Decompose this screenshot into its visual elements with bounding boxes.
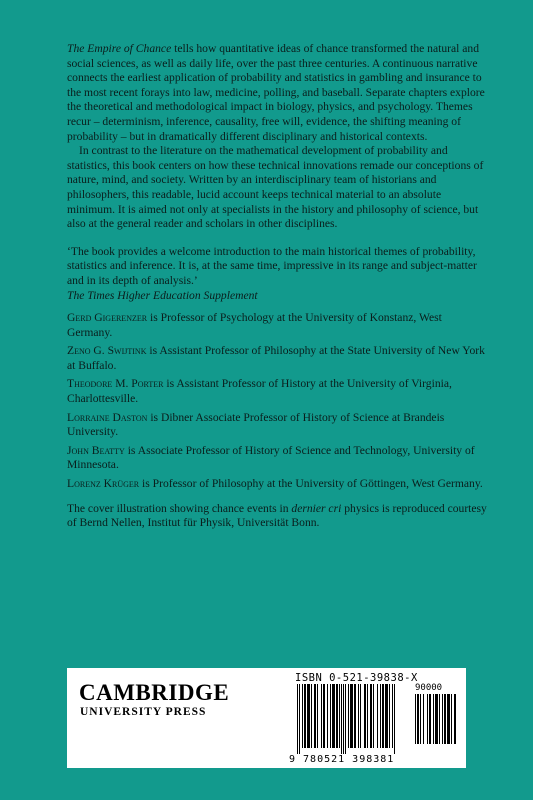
barcode-bar: [427, 694, 428, 744]
barcode-bar: [442, 694, 443, 744]
blurb-paragraph-2: In contrast to the literature on the mathematical development of probability and statistics, this book centers on how these technical innovations remade our conceptions of nature, mind, and society. Written by an interdisciplinary team of historians and philosophers, this readable, lucid account keeps technical material to an absolute minimum. It is aimed not only at specialists in the history and philosophy of science, but also at the general reader and scholars in other disciplines.: [67, 144, 484, 231]
author-bio: [67, 377, 487, 406]
barcode-bar: [323, 684, 325, 748]
barcode-bar: [299, 684, 300, 754]
barcode-bar: [360, 684, 361, 748]
book-title: The Empire of Chance: [67, 42, 172, 55]
author-name: Theodore M. Porter: [67, 377, 164, 391]
barcode-bar: [307, 684, 310, 748]
barcode-bar: [330, 684, 331, 748]
review-text: ‘The book provides a welcome introduction to the main historical themes of probability, statistics and inference. It is, at the same time, impressive in its range and subject-matter and in its depth of analysis.’: [67, 244, 477, 287]
barcode-bar: [394, 684, 395, 754]
barcode-bar: [451, 694, 452, 744]
barcode-bar: [385, 684, 388, 748]
barcode-bar: [370, 684, 372, 748]
cover-credit-emphasis: dernier cri: [291, 501, 342, 515]
barcode-bar: [444, 694, 446, 744]
barcode-bar: [423, 694, 424, 744]
isbn-label: ISBN 0-521-39838-X: [295, 672, 418, 684]
barcode-bar: [339, 684, 340, 748]
blurb-text-1: tells how quantitative ideas of chance transformed the natural and social sciences, as well as daily life, over the past three centuries. A continuous narrative connects the earliest application of probability and statistics in gambling and insurance to the most recent forays into law, medicine, polling, and baseball. Separate chapters explore the theoretical and methodological impact in biology, physics, and psychology. Themes recur – determinism, inference, causality, free will, evidence, the shifting meaning of probability – but in dramatically different disciplinary and historical contexts.: [67, 42, 485, 143]
barcode-bar: [373, 684, 374, 748]
author-name: John Beatty: [67, 443, 125, 457]
barcode-bar: [297, 684, 298, 754]
author-bio: [67, 344, 487, 373]
author-bio: [67, 444, 487, 473]
barcode-bar: [392, 684, 393, 748]
barcode-panel: [67, 668, 466, 768]
barcode-bar: [304, 684, 306, 748]
barcode-bar: [382, 684, 384, 748]
review-quote: [67, 245, 487, 303]
barcode-bar: [367, 684, 368, 748]
barcode-bar: [433, 694, 434, 744]
barcode-bar: [415, 694, 416, 744]
blurb-paragraph-1: [67, 42, 487, 144]
author-name: Gerd Gigerenzer: [67, 311, 148, 325]
publisher-subname: UNIVERSITY PRESS: [80, 706, 207, 718]
barcode-bar: [429, 694, 431, 744]
barcode-bar: [332, 684, 335, 748]
barcode-bar: [321, 684, 322, 748]
barcode-bar: [327, 684, 328, 748]
barcode-bar: [343, 684, 344, 754]
barcode-bar: [317, 684, 318, 748]
author-bio: [67, 411, 487, 440]
author-bio-text: is Dibner Associate Professor of History of Science at Brandeis University.: [67, 410, 445, 439]
author-bio-text: is Assistant Professor of History at the University of Virginia, Charlottesville.: [67, 377, 452, 406]
author-bio: [67, 477, 487, 492]
author-bios: [67, 311, 487, 492]
author-bio-text: is Associate Professor of History of Science and Technology, University of Minnesota.: [67, 443, 475, 472]
barcode-bar: [348, 684, 349, 748]
publisher-name: CAMBRIDGE: [79, 680, 230, 705]
barcode-bar: [364, 684, 366, 748]
ean-barcode: [297, 684, 409, 754]
barcode-bar: [350, 684, 353, 748]
barcode-bar: [358, 684, 359, 748]
barcode-bar: [435, 694, 438, 744]
barcode-bar: [454, 694, 456, 744]
cover-credit-text: The cover illustration showing chance events in: [67, 501, 292, 515]
barcode-bar: [380, 684, 381, 748]
review-source: The Times Higher Education Supplement: [67, 288, 258, 302]
barcode-bar: [420, 694, 421, 744]
barcode-bar: [311, 684, 312, 748]
supplement-barcode: [415, 694, 459, 750]
back-cover-text: [67, 42, 487, 531]
author-bio-text: is Professor of Philosophy at the University of Göttingen, West Germany.: [139, 477, 483, 491]
barcode-bar: [439, 694, 440, 744]
barcode-bar: [389, 684, 390, 748]
barcode-bar: [341, 684, 342, 754]
author-bio: [67, 311, 487, 340]
author-name: Lorraine Daston: [67, 410, 148, 424]
barcode-bar: [417, 694, 419, 744]
barcode-bar: [377, 684, 378, 748]
barcode-bar: [345, 684, 346, 754]
author-bio-text: is Assistant Professor of Philosophy at the State University of New York at Buffalo.: [67, 344, 485, 372]
barcode-bar: [302, 684, 303, 748]
barcode-bar: [447, 694, 450, 744]
price-code: 90000: [415, 683, 443, 693]
author-name: Lorenz Krüger: [67, 477, 140, 491]
barcode-bar: [354, 684, 356, 748]
ean-number: 9 780521 398381: [289, 754, 395, 765]
publisher-logo: [79, 681, 229, 719]
author-name: Zeno G. Swijtink: [67, 344, 147, 358]
cover-credit-text: physics is reproduced courtesy of Bernd Nellen, Institut für Physik, Universität Bonn.: [67, 501, 487, 530]
cover-credit: [67, 502, 487, 531]
barcode-bar: [336, 684, 338, 748]
author-bio-text: is Professor of Psychology at the University of Konstanz, West Germany.: [67, 311, 442, 339]
barcode-bar: [314, 684, 316, 748]
